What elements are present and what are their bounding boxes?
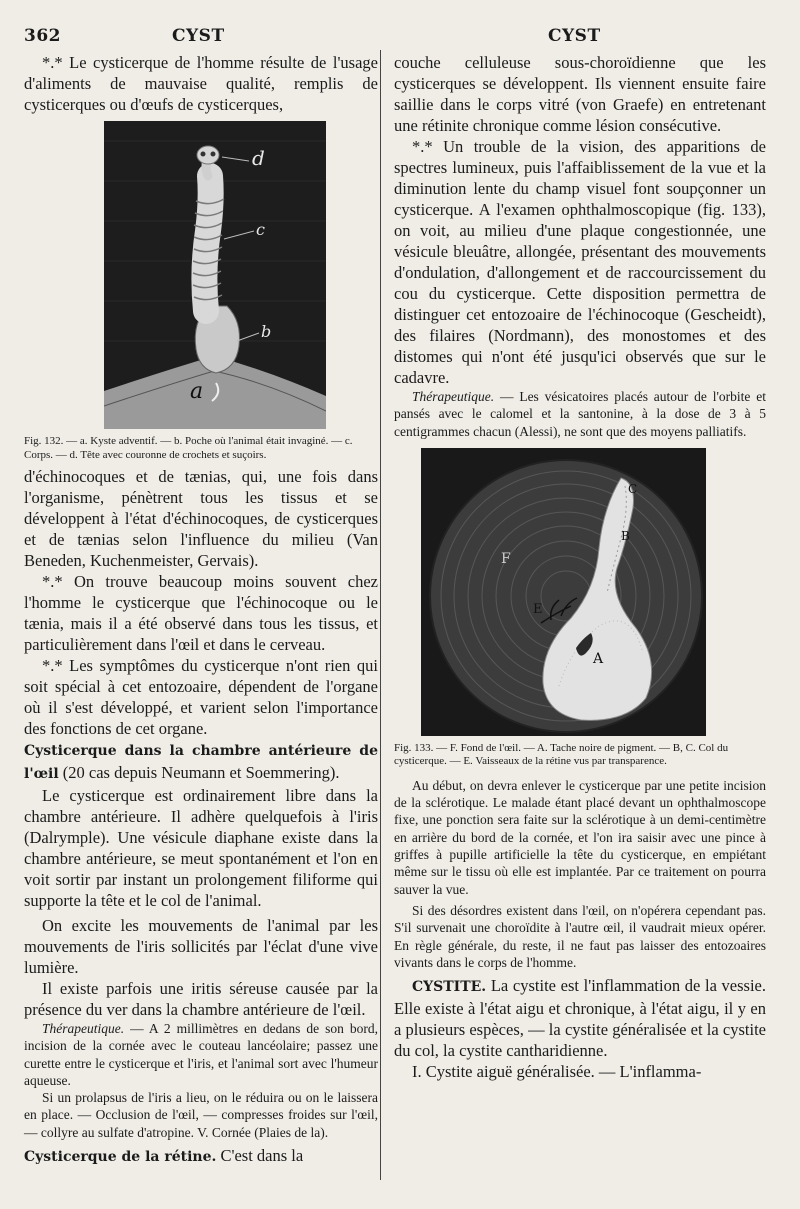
running-title-right: CYST xyxy=(548,26,601,46)
page-number: 362 xyxy=(24,26,61,46)
paragraph: *.* Les symptômes du cysticerque n'ont rien qui soit spécial à cet entozoaire, dépendent de l'organe où il s'est développé, et varient selon l'importance des fonctions de cet organe. xyxy=(24,656,378,738)
figure-133-ophthalmoscope-illustration xyxy=(421,448,706,736)
figure-label-b: b xyxy=(261,322,272,341)
figure-132-caption: Fig. 132. — a. Kyste adventif. — b. Poche où l'animal était invaginé. — c. Corps. — d. Tête avec couronne de crochets et suçoirs. xyxy=(24,435,353,461)
figure-label-d: d xyxy=(252,146,265,170)
paragraph: d'échinocoques et de tænias, qui, une fois dans l'organisme, pénètrent tous les tissus et se développent à l'état d'échinocoques, de cysticerques et de tænias selon l'influence du milieu (Van Beneden, Kuchenmeister, Gervais). xyxy=(24,467,378,570)
paragraph: *.* Un trouble de la vision, des apparitions de spectres lumineux, puis l'affaiblissement de la vue et la diminution lente du champ visuel font soupçonner un cysticerque. A l'examen ophthalmoscopique (fig. 133), on voit, au milieu d'une plaque congestionnée, une vésicule bleuâtre, allongée, présentant des mouvements d'ondulation, d'allongement et de raccourcissement du cou du cysticerque. Cette disposition permettra de distinguer cet entozoaire de l'échinocoque (Gescheidt), des filaires (Nordmann), des monostomes et des distomes qui n'ont été jusqu'ici observés que sur le cadavre. xyxy=(394,137,766,387)
therapeutics-label: Thérapeutique. xyxy=(42,1021,125,1036)
left-column xyxy=(24,52,378,1168)
column-rule xyxy=(380,50,381,1180)
figure-label-c: c xyxy=(256,220,265,239)
right-column xyxy=(394,52,766,1082)
paragraph: couche celluleuse sous-choroïdienne que les cysticerques se développent. Ils viennent ensuite faire saillie dans le corps vitré (von Graefe) en entretenant une rétinite chronique comme lésion consécutive. xyxy=(394,53,766,135)
section-heading-bold: Cysticerque de la rétine. xyxy=(24,1149,217,1166)
figure-label-F: F xyxy=(501,550,511,567)
figure-132-cysticercus-illustration xyxy=(104,121,326,429)
figure-133-caption: Fig. 133. — F. Fond de l'œil. — A. Tache noire de pigment. — B, C. Col du cysticerque. — E. Vaisseaux de la rétine vus par transparence. xyxy=(394,741,729,768)
section-heading-text: (20 cas depuis Neumann et Soemmering). xyxy=(58,763,340,782)
paragraph: *.* On trouve beaucoup moins souvent chez l'homme le cysticerque que l'échinocoque ou le tænia, mais il a été observé dans tous les tissus, et particulièrement dans l'œil et dans le cerveau. xyxy=(24,572,378,654)
paragraph: *.* Le cysticerque de l'homme résulte de l'usage d'aliments de mauvaise qualité, remplis de cysticerques ou d'œufs de cysticerques, xyxy=(24,53,378,114)
figure-label-B: B xyxy=(621,528,630,543)
section-heading xyxy=(24,1145,378,1168)
section-heading-text: La cystite est l'inflammation de la vessie. Elle existe à l'état aigu et chronique, à l'état aigu, il y en a plusieurs espèces, — la cystite généralisée et la cystite du col, la cystite cantharidienne. xyxy=(394,976,766,1061)
therapeutics-text: — A 2 millimètres en dedans de son bord, incision de la cornée avec le couteau lancéolaire; passez une curette entre le cysticerque et l'iris, et l'animal sort avec l'humeur aqueuse. xyxy=(24,1021,378,1088)
paragraph: Au début, on devra enlever le cysticerque par une petite incision de la sclérotique. Le malade étant placé devant un ophthalmoscope fixe, une ponction sera faite sur la sclérotique à un demi-centimètre en arrière du bord de la cornée, et l'on ira saisir avec une pince à griffes à pupille artificielle la tête du cysticerque, en empiétant même sur le tissu où elle est implantée. Par ce traitement on pourra sauver la vue. xyxy=(394,777,766,897)
section-heading xyxy=(394,975,766,1061)
figure-label-E: E xyxy=(533,601,543,617)
figure-label-a: a xyxy=(190,379,204,404)
paragraph: Si des désordres existent dans l'œil, on n'opérera cependant pas. S'il survenait une choroïdite à l'autre œil, il vaudrait mieux opérer. En règle générale, du reste, il ne faut pas laisser des entozoaires vivants dans le corps de l'homme. xyxy=(394,902,766,970)
paragraph: Le cysticerque est ordinairement libre dans la chambre antérieure. Il adhère quelquefois à l'iris (Dalrymple). Une vésicule diaphane existe dans la chambre antérieure, se meut spontanément et l'on en voit sortir par instant un prolongement filiforme qui supporte la tête et le col de l'animal. xyxy=(24,786,378,910)
paragraph: I. Cystite aiguë généralisée. — L'inflamma- xyxy=(412,1062,702,1082)
paragraph: Si un prolapsus de l'iris a lieu, on le réduira ou on le laissera en place. — Occlusion de l'œil, — compresses froides sur l'œil, — collyre au sulfate d'atropine. V. Cornée (Plaies de la). xyxy=(24,1090,378,1140)
figure-label-C: C xyxy=(628,481,638,496)
running-title-left: CYST xyxy=(172,26,225,46)
figure-label-A: A xyxy=(593,650,604,667)
therapeutics-paragraph xyxy=(394,388,766,440)
paragraph: On excite les mouvements de l'animal par les mouvements de l'iris sollicités par l'éclat d'une vive lumière. xyxy=(24,916,378,977)
section-heading-bold: Cysticerque dans la chambre antérieure de l'œil xyxy=(24,743,378,782)
paragraph: Il existe parfois une iritis séreuse causée par la présence du ver dans la chambre antérieure de l'œil. xyxy=(24,979,378,1019)
therapeutics-paragraph xyxy=(24,1020,378,1089)
therapeutics-text: — Les vésicatoires placés autour de l'orbite et pansés avec le calomel et la santonine, à la dose de 3 à 5 centigrammes chacun (Alessi), ne sont que des moyens palliatifs. xyxy=(394,389,766,439)
therapeutics-label: Thérapeutique. xyxy=(412,389,495,404)
section-heading-bold: CYSTITE. xyxy=(412,979,487,996)
section-heading-text: C'est dans la xyxy=(216,1146,304,1166)
section-heading xyxy=(24,739,378,785)
